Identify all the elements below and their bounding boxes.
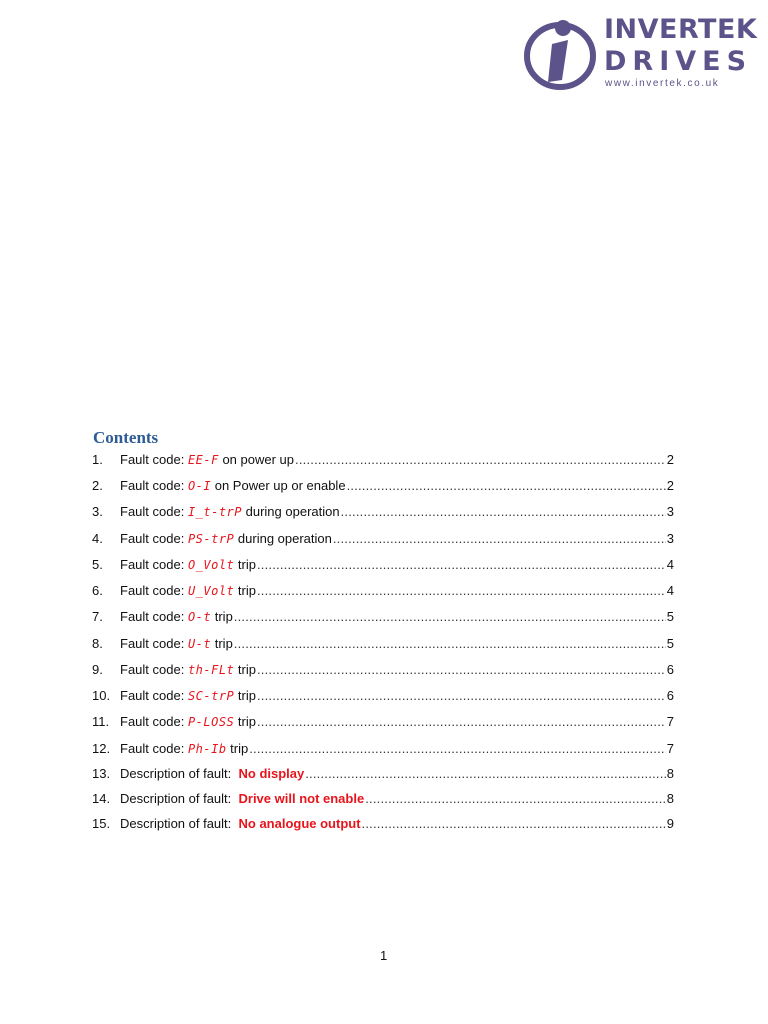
toc-entry[interactable] [92, 607, 674, 627]
toc-entry-prefix: Fault code: [120, 504, 188, 519]
fault-code: O_Volt [187, 558, 235, 572]
toc-entry-label [120, 476, 346, 496]
toc-dot-leader [347, 476, 666, 496]
toc-entry-suffix: trip [234, 688, 256, 703]
toc-dot-leader [341, 502, 666, 522]
toc-entry-prefix: Fault code: [120, 609, 188, 624]
toc-entry[interactable] [92, 789, 674, 809]
fault-description: Drive will not enable [238, 791, 365, 806]
toc-entry-page: 6 [666, 662, 674, 677]
toc-entry-prefix: Description of fault: [120, 791, 239, 806]
toc-entry-page: 4 [666, 583, 674, 598]
toc-dot-leader [333, 529, 666, 549]
toc-entry-page: 6 [666, 688, 674, 703]
toc-dot-leader [249, 739, 666, 759]
toc-entry-label [120, 712, 256, 732]
toc-entry-suffix: trip [234, 714, 256, 729]
toc-entry-prefix: Fault code: [120, 662, 188, 677]
toc-entry-prefix: Fault code: [120, 714, 188, 729]
toc-entry-page: 5 [666, 609, 674, 624]
toc-entry-label [120, 686, 256, 706]
toc-entry-suffix: on Power up or enable [211, 478, 346, 493]
contents-heading: Contents [93, 428, 159, 447]
toc-entry-label [120, 764, 304, 784]
toc-dot-leader [234, 634, 666, 654]
toc-entry-prefix: Fault code: [120, 452, 188, 467]
toc-entry[interactable] [92, 634, 674, 654]
toc-entry-page: 7 [666, 714, 674, 729]
toc-entry-number: 9. [92, 662, 103, 677]
fault-code: O-t [187, 610, 212, 624]
invertek-logo [520, 14, 758, 92]
toc-entry-number: 3. [92, 504, 103, 519]
toc-entry[interactable] [92, 476, 674, 496]
toc-entry[interactable] [92, 529, 674, 549]
toc-entry-page: 2 [666, 452, 674, 467]
toc-entry[interactable] [92, 764, 674, 784]
toc-entry-page: 3 [666, 531, 674, 546]
toc-entry-page: 8 [666, 766, 674, 781]
toc-entry-page: 4 [666, 557, 674, 572]
brand-name-line2: DRIVES [604, 46, 753, 77]
toc-entry-label [120, 607, 233, 627]
toc-entry-prefix: Fault code: [120, 741, 188, 756]
toc-entry-label [120, 502, 340, 522]
toc-entry-prefix: Description of fault: [120, 766, 239, 781]
toc-entry-prefix: Description of fault: [120, 816, 239, 831]
toc-entry-label [120, 789, 364, 809]
toc-dot-leader [305, 764, 666, 784]
toc-entry-number: 10. [92, 688, 111, 703]
toc-dot-leader [362, 814, 666, 834]
toc-entry-number: 15. [92, 816, 111, 831]
page-number: 1 [380, 948, 388, 963]
toc-entry-number: 12. [92, 741, 111, 756]
toc-entry-prefix: Fault code: [120, 478, 188, 493]
fault-code: I_t-trP [187, 505, 243, 519]
toc-entry[interactable] [92, 502, 674, 522]
toc-entry-page: 8 [666, 791, 674, 806]
fault-description: No display [238, 766, 305, 781]
toc-entry-label [120, 529, 332, 549]
toc-entry[interactable] [92, 581, 674, 601]
toc-entry-suffix: during operation [234, 531, 332, 546]
fault-code: EE-F [187, 453, 219, 467]
toc-entry-prefix: Fault code: [120, 688, 188, 703]
fault-code: U_Volt [187, 584, 235, 598]
fault-description: No analogue output [238, 816, 361, 831]
toc-entry-suffix: during operation [242, 504, 340, 519]
toc-entry-label [120, 450, 294, 470]
toc-entry-label [120, 814, 361, 834]
toc-entry-page: 5 [666, 636, 674, 651]
fault-code: PS-trP [187, 532, 235, 546]
toc-entry-page: 2 [666, 478, 674, 493]
brand-name-line1: INVERTEK [604, 14, 758, 45]
toc-entry-page: 7 [666, 741, 674, 756]
toc-entry[interactable] [92, 450, 674, 470]
toc-dot-leader [365, 789, 666, 809]
toc-entry-suffix: trip [211, 636, 233, 651]
toc-entry-prefix: Fault code: [120, 583, 188, 598]
toc-entry-label [120, 660, 256, 680]
toc-entry-number: 11. [92, 714, 110, 729]
toc-dot-leader [257, 555, 666, 575]
toc-dot-leader [257, 686, 666, 706]
toc-entry-number: 7. [92, 609, 103, 624]
toc-entry-number: 4. [92, 531, 103, 546]
toc-entry-prefix: Fault code: [120, 636, 188, 651]
toc-entry-suffix: trip [234, 583, 256, 598]
toc-entry[interactable] [92, 660, 674, 680]
toc-entry-page: 3 [666, 504, 674, 519]
toc-entry-number: 13. [92, 766, 111, 781]
toc-entry[interactable] [92, 555, 674, 575]
toc-entry-number: 14. [92, 791, 111, 806]
fault-code: O-I [187, 479, 212, 493]
toc-entry-suffix: trip [234, 557, 256, 572]
toc-entry-number: 2. [92, 478, 103, 493]
toc-entry-number: 5. [92, 557, 103, 572]
toc-entry-number: 8. [92, 636, 103, 651]
toc-dot-leader [295, 450, 666, 470]
toc-entry[interactable] [92, 814, 674, 834]
brand-url: www.invertek.co.uk [605, 78, 720, 89]
toc-entry[interactable] [92, 712, 674, 732]
fault-code: Ph-Ib [187, 742, 227, 756]
toc-entry-suffix: trip [226, 741, 249, 756]
toc-entry-label [120, 581, 256, 601]
toc-entry[interactable] [92, 739, 674, 759]
toc-dot-leader [257, 660, 666, 680]
fault-code: P-LOSS [187, 715, 235, 729]
invertek-i-icon [522, 16, 598, 92]
toc-entry-suffix: trip [234, 662, 256, 677]
fault-code: SC-trP [187, 689, 235, 703]
toc-entry-label [120, 739, 248, 759]
toc-entry-label [120, 555, 256, 575]
toc-entry-number: 6. [92, 583, 103, 598]
toc-entry[interactable] [92, 686, 674, 706]
toc-entry-page: 9 [666, 816, 674, 831]
toc-dot-leader [257, 581, 666, 601]
toc-entry-prefix: Fault code: [120, 531, 188, 546]
toc-dot-leader [234, 607, 666, 627]
fault-code: U-t [187, 637, 212, 651]
toc-dot-leader [257, 712, 666, 732]
toc-entry-prefix: Fault code: [120, 557, 188, 572]
toc-entry-suffix: trip [211, 609, 233, 624]
toc-entry-label [120, 634, 233, 654]
toc-entry-suffix: on power up [218, 452, 295, 467]
fault-code: th-FLt [187, 663, 235, 677]
toc-entry-number: 1. [92, 452, 103, 467]
